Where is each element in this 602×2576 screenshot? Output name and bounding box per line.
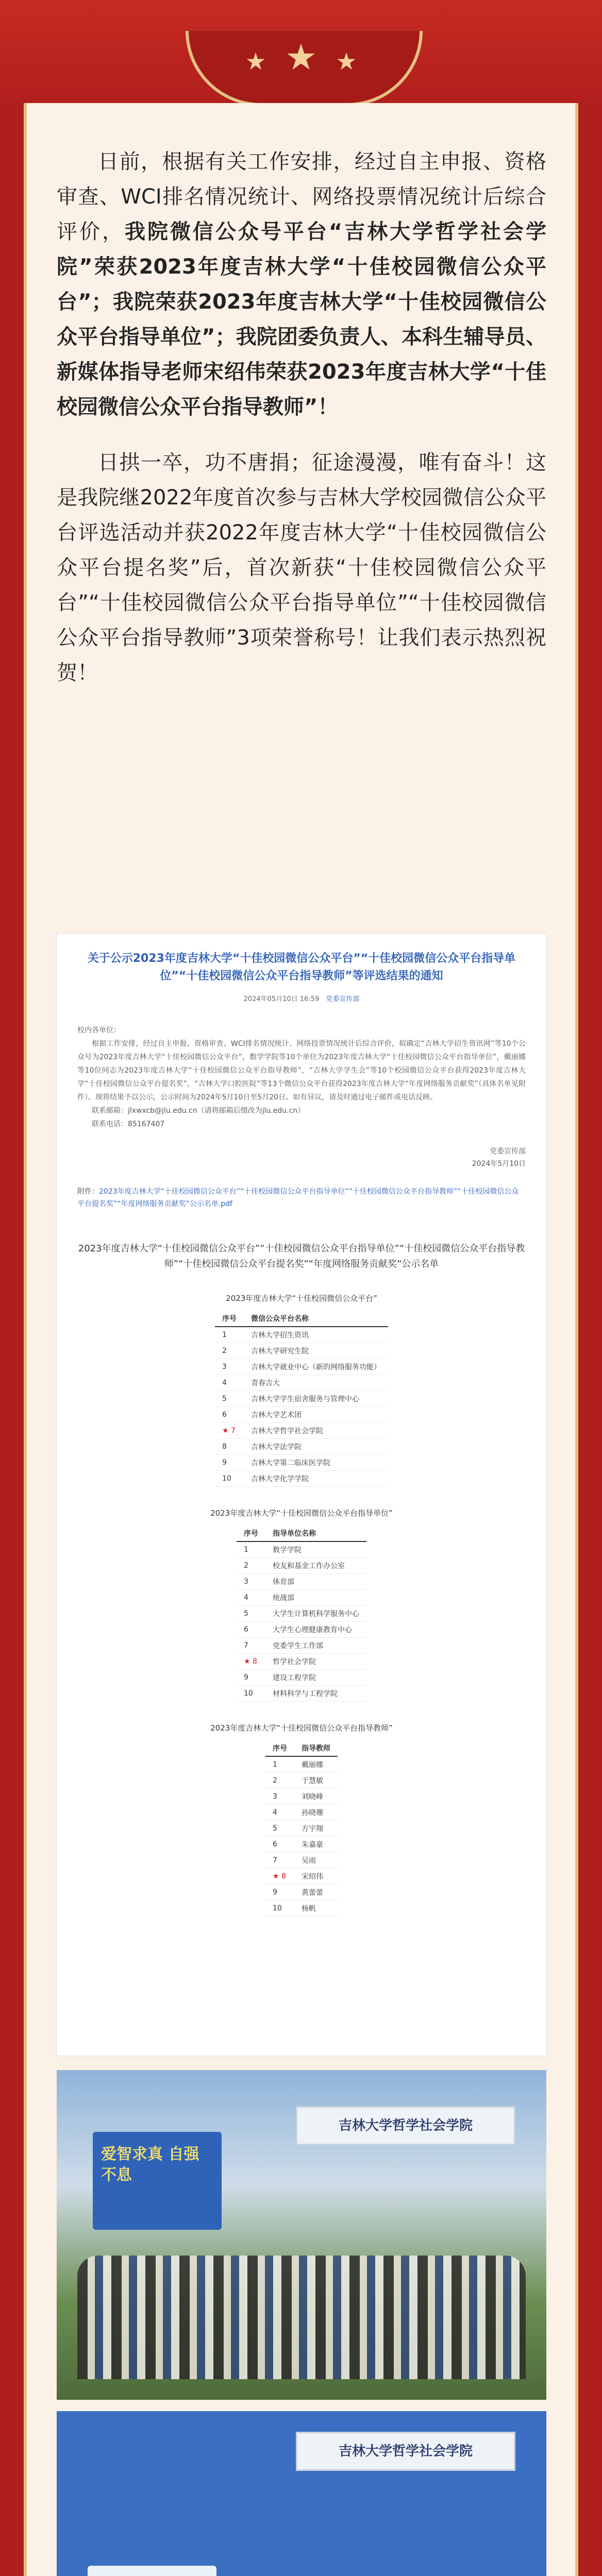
table-row xyxy=(237,1654,366,1670)
row-index: 2 xyxy=(237,1558,265,1574)
row-name: 方宇翔 xyxy=(294,1821,338,1837)
row-name: 吉林大学研究生院 xyxy=(244,1343,388,1359)
table-row xyxy=(237,1670,366,1686)
table-row xyxy=(215,1343,388,1359)
table-row xyxy=(237,1622,366,1638)
table-header-row xyxy=(215,1311,388,1327)
row-name: 吉林大学学生宿舍服务与管理中心 xyxy=(244,1391,388,1407)
notice-meta: 2024年05月10日 16:59 党委宣传部 xyxy=(243,995,360,1003)
row-index: 3 xyxy=(265,1789,294,1805)
notice-title: 关于公示2023年度吉林大学“十佳校园微信公众平台”“十佳校园微信公众平台指导单位”“十佳校园微信公众平台指导教师”等评选结果的通知 xyxy=(87,952,516,982)
row-name: 黄蕾蕾 xyxy=(294,1885,338,1901)
attachment-link[interactable]: 附件：2023年度吉林大学“十佳校园微信公众平台”“十佳校园微信公众平台指导单位”“十佳校园微信公众平台指导教师”“十佳校园微信公众平台提名奖”“年度网络服务贡献奖”公示名单.pdf xyxy=(77,1188,519,1208)
row-index: ★ 8 xyxy=(237,1654,265,1670)
stars-decoration xyxy=(222,36,380,78)
notice-signature: 党委宣传部 2024年5月10日 xyxy=(472,1147,526,1168)
notice-screenshot xyxy=(57,934,546,2056)
row-name: 校友和基金工作办公室 xyxy=(265,1558,366,1574)
table-row xyxy=(265,1853,338,1869)
photo-building-sign: 吉林大学哲学社会学院 xyxy=(296,2432,515,2471)
intro-section xyxy=(57,144,546,711)
row-index: 9 xyxy=(215,1455,244,1471)
table-row xyxy=(237,1541,366,1558)
row-name: 统战部 xyxy=(265,1590,366,1606)
row-name: 吉林大学艺术团 xyxy=(244,1407,388,1423)
list3-table xyxy=(265,1740,338,1917)
intro-paragraph-1: 日前，根据有关工作安排，经过自主申报、资格审查、WCI排名情况统计、网络投票情况统计后综合评价，我院微信公众号平台“吉林大学哲学社会学院”荣获2023年度吉林大学“十佳校园微信公众平台”；我院荣获2023年度吉林大学“十佳校园微信公众平台指导单位”；我院团委负责人、本科生辅导员、新媒体指导老师宋绍伟荣获2023年度吉林大学“十佳校园微信公众平台指导教师”！ xyxy=(57,150,547,419)
row-name: 吉林大学法学院 xyxy=(244,1439,388,1455)
row-name: 青春吉大 xyxy=(244,1375,388,1391)
table-row xyxy=(215,1423,388,1439)
table-header-cell: 序号 xyxy=(265,1740,294,1756)
row-name: 于慧敏 xyxy=(294,1773,338,1789)
row-index: 4 xyxy=(215,1375,244,1391)
intro-paragraph-2: 日拱一卒，功不唐捐；征途漫漫，唯有奋斗！这是我院继2022年度首次参与吉林大学校园微信公众平台评选活动并获2022年度吉林大学“十佳校园微信公众平台提名奖”后，首次新获“十佳校园微信公众平台”“十佳校园微信公众平台指导单位”“十佳校园微信公众平台指导教师”3项荣誉称号！让我们表示热烈祝贺！ xyxy=(57,451,546,685)
table-header-row xyxy=(265,1740,338,1756)
row-index: 4 xyxy=(237,1590,265,1606)
row-name: 数学学院 xyxy=(265,1541,366,1558)
row-name: 建设工程学院 xyxy=(265,1670,366,1686)
row-name: 宋绍伟 xyxy=(294,1869,338,1885)
table-row xyxy=(265,1885,338,1901)
row-name: 朱嘉豪 xyxy=(294,1837,338,1853)
row-name: 杨帆 xyxy=(294,1901,338,1917)
row-name: 党委学生工作部 xyxy=(265,1638,366,1654)
table-row xyxy=(215,1407,388,1423)
row-index: 10 xyxy=(215,1471,244,1487)
row-index: 6 xyxy=(215,1407,244,1423)
table-row xyxy=(237,1590,366,1606)
list2-table xyxy=(237,1526,366,1702)
row-name: 吉林大学哲学社会学院 xyxy=(244,1423,388,1439)
table-row xyxy=(215,1471,388,1487)
list-document-title: 2023年度吉林大学“十佳校园微信公众平台”“十佳校园微信公众平台指导单位”“十佳校园微信公众平台指导教师”“十佳校园微信公众平台提名奖”“年度网络服务贡献奖”公示名单 xyxy=(78,1243,525,1269)
table-row xyxy=(265,1837,338,1853)
table-row xyxy=(215,1391,388,1407)
star-icon: ★ xyxy=(285,36,317,78)
row-index: 5 xyxy=(237,1606,265,1622)
table-header-cell: 序号 xyxy=(215,1311,244,1327)
row-index: 10 xyxy=(237,1686,265,1702)
table-row xyxy=(265,1901,338,1917)
table-header-cell: 指导教师 xyxy=(294,1740,338,1756)
row-index: 2 xyxy=(215,1343,244,1359)
row-name: 吉林大学化学学院 xyxy=(244,1471,388,1487)
row-index: 9 xyxy=(237,1670,265,1686)
table-header-row xyxy=(237,1526,366,1541)
table-row xyxy=(237,1686,366,1702)
list1-table xyxy=(215,1311,388,1487)
photo-board: 爱智求真 自强不息 xyxy=(93,2132,222,2230)
group-photo-2 xyxy=(57,2411,546,2576)
row-name: 吴雨 xyxy=(294,1853,338,1869)
row-index: 10 xyxy=(265,1901,294,1917)
table-row xyxy=(237,1558,366,1574)
table-row xyxy=(237,1638,366,1654)
photo-people xyxy=(77,2256,526,2379)
row-name: 吉林大学招生资讯 xyxy=(244,1327,388,1343)
row-index: 5 xyxy=(215,1391,244,1407)
row-name: 吉林大学就业中心（新的网络服务功能） xyxy=(244,1359,388,1375)
row-name: 体育部 xyxy=(265,1574,366,1590)
row-index: 9 xyxy=(265,1885,294,1901)
group-photo-1 xyxy=(57,2070,546,2400)
row-index: ★ 7 xyxy=(215,1423,244,1439)
row-index: 3 xyxy=(237,1574,265,1590)
table-row xyxy=(265,1789,338,1805)
table-row xyxy=(265,1756,338,1773)
row-name: 刘晓峰 xyxy=(294,1789,338,1805)
row-index: 7 xyxy=(265,1853,294,1869)
row-name: 吉林大学第二临床医学院 xyxy=(244,1455,388,1471)
table-row xyxy=(215,1327,388,1343)
table-row xyxy=(237,1606,366,1622)
notice-body: 校内各单位： 根据工作安排，经过自主申报、资格审查、WCI排名情况统计、网络投票情况统计后综合评价，拟确定“吉林大学招生资讯网”等10个公众号为2023年度吉林大学“十佳校园微信公众平台”，数学学院等10个单位为2023年度吉林大学“十佳校园微信公众平台指导单位”，戴丽娜等10位同志为2023年度吉林大学“十佳校园微信公众平台指导教师”，“吉林大学学生会”等10个校园微信公众平台获得2023年度吉林大学“十佳校园微信公众平台提名奖”，“吉林大学口腔医院”等13个微信公众平台获得2023年度吉林大学“年度网络服务贡献奖”（具体名单见附件）。现将结果予以公示，公示时间为2024年5月10日至5月20日。如有异议，请及时通过电子邮件或电话反映。 联系邮箱：jlxwxcb@jlu.edu.cn（请将邮箱后缀改为jlu.edu.cn） 联系电话：85167407 xyxy=(77,1026,526,1128)
top-banner xyxy=(0,0,602,108)
row-index: 2 xyxy=(265,1773,294,1789)
table-row xyxy=(265,1869,338,1885)
row-index: 1 xyxy=(265,1756,294,1773)
table-row xyxy=(265,1805,338,1821)
table-row xyxy=(215,1375,388,1391)
row-name: 大学生心理健康教育中心 xyxy=(265,1622,366,1638)
row-name: 大学生计算机科学服务中心 xyxy=(265,1606,366,1622)
table-header-cell: 序号 xyxy=(237,1526,265,1541)
row-name: 戴丽娜 xyxy=(294,1756,338,1773)
row-index: 4 xyxy=(265,1805,294,1821)
row-name: 孙晓珊 xyxy=(294,1805,338,1821)
row-index: 6 xyxy=(265,1837,294,1853)
row-index: 8 xyxy=(215,1439,244,1455)
list3-title: 2023年度吉林大学“十佳校园微信公众平台指导教师” xyxy=(210,1723,393,1733)
star-icon: ★ xyxy=(336,47,357,75)
photo-board xyxy=(88,2566,216,2576)
row-index: 3 xyxy=(215,1359,244,1375)
table-row xyxy=(265,1821,338,1837)
table-row xyxy=(265,1773,338,1789)
row-index: 7 xyxy=(237,1638,265,1654)
table-header-cell: 指导单位名称 xyxy=(265,1526,366,1541)
table-row xyxy=(237,1574,366,1590)
row-name: 哲学社会学院 xyxy=(265,1654,366,1670)
table-row xyxy=(215,1455,388,1471)
row-index: ★ 8 xyxy=(265,1869,294,1885)
row-index: 5 xyxy=(265,1821,294,1837)
table-row xyxy=(215,1359,388,1375)
row-index: 1 xyxy=(215,1327,244,1343)
star-icon: ★ xyxy=(245,47,266,75)
list2-title: 2023年度吉林大学“十佳校园微信公众平台指导单位” xyxy=(210,1509,393,1518)
row-index: 1 xyxy=(237,1541,265,1558)
row-index: 6 xyxy=(237,1622,265,1638)
table-header-cell: 微信公众平台名称 xyxy=(244,1311,388,1327)
table-row xyxy=(215,1439,388,1455)
photo-building-sign: 吉林大学哲学社会学院 xyxy=(296,2106,515,2145)
list1-title: 2023年度吉林大学“十佳校园微信公众平台” xyxy=(226,1294,377,1303)
row-name: 材料科学与工程学院 xyxy=(265,1686,366,1702)
